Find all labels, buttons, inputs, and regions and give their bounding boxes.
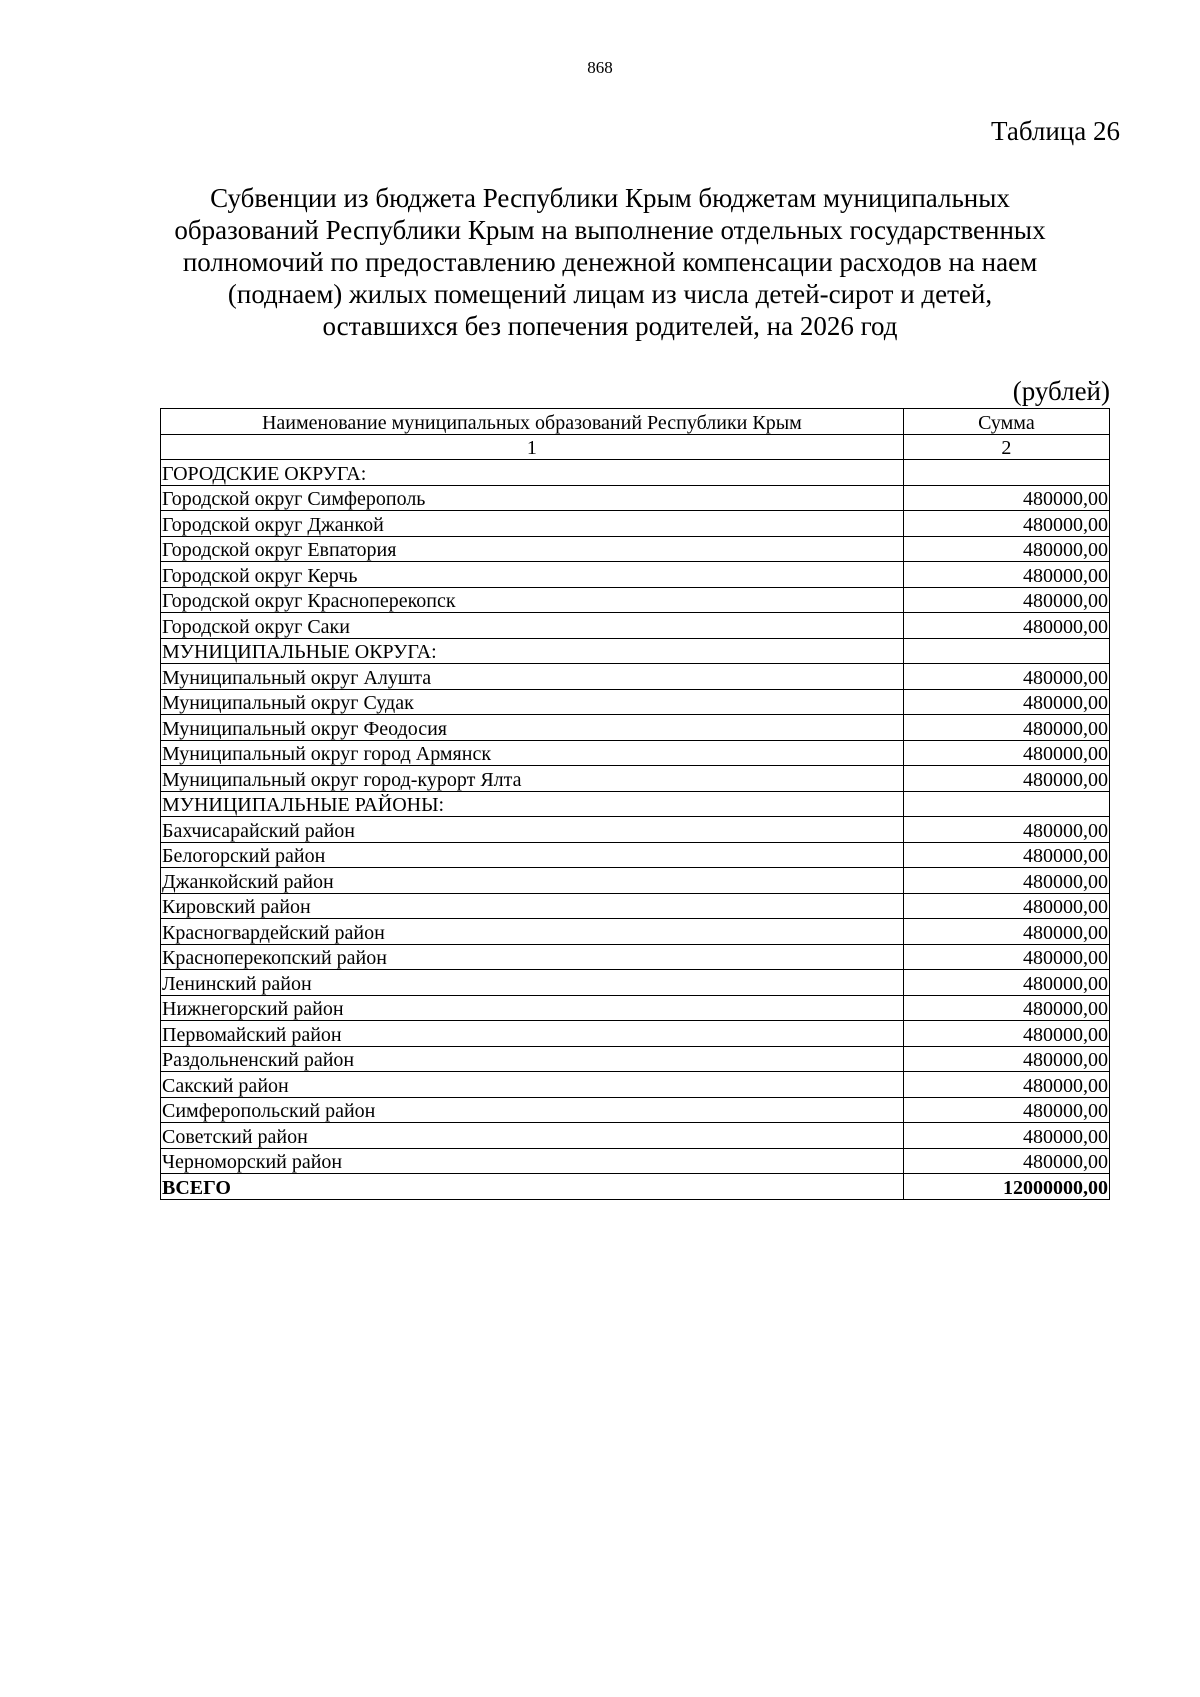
table-row: [161, 868, 1110, 894]
table-row: [161, 1148, 1110, 1174]
table-row: [161, 1072, 1110, 1098]
table-row: [161, 842, 1110, 868]
municipality-name-cell: Городской округ Джанкой: [161, 511, 904, 537]
title-line: Субвенции из бюджета Республики Крым бюджетам муниципальных: [210, 183, 1010, 213]
municipality-name-cell: Первомайский район: [161, 1021, 904, 1047]
title-line: образований Республики Крым на выполнение отдельных государственных: [174, 215, 1046, 245]
municipality-name-cell: Городской округ Керчь: [161, 562, 904, 588]
column-number-cell: 2: [903, 434, 1109, 460]
sum-cell: 480000,00: [903, 842, 1109, 868]
sum-cell: 480000,00: [903, 613, 1109, 639]
section-header-row: [161, 638, 1110, 664]
units-label: (рублей): [1012, 376, 1110, 406]
table-row: [161, 740, 1110, 766]
municipality-name-cell: ГОРОДСКИЕ ОКРУГА:: [161, 460, 904, 486]
municipality-name-cell: Кировский район: [161, 893, 904, 919]
table-row: [161, 817, 1110, 843]
municipality-name-cell: Советский район: [161, 1123, 904, 1149]
sum-cell: 480000,00: [903, 766, 1109, 792]
municipality-name-cell: Джанкойский район: [161, 868, 904, 894]
sum-cell: 480000,00: [903, 536, 1109, 562]
table-row: [161, 970, 1110, 996]
municipality-name-cell: МУНИЦИПАЛЬНЫЕ РАЙОНЫ:: [161, 791, 904, 817]
sum-cell: 480000,00: [903, 1097, 1109, 1123]
municipality-name-cell: Симферопольский район: [161, 1097, 904, 1123]
sum-cell: 480000,00: [903, 995, 1109, 1021]
sum-cell: 480000,00: [903, 1021, 1109, 1047]
municipality-name-cell: Городской округ Евпатория: [161, 536, 904, 562]
table-header-row: [161, 409, 1110, 435]
table-row: [161, 587, 1110, 613]
table-row: [161, 1021, 1110, 1047]
municipality-name-cell: Муниципальный округ Судак: [161, 689, 904, 715]
column-number-row: [161, 434, 1110, 460]
title-line: полномочий по предоставлению денежной компенсации расходов на наем: [182, 247, 1038, 277]
table-row: [161, 715, 1110, 741]
sum-cell: 480000,00: [903, 562, 1109, 588]
header-name-cell: Наименование муниципальных образований Республики Крым: [161, 409, 904, 435]
municipality-name-cell: Белогорский район: [161, 842, 904, 868]
municipality-name-cell: Городской округ Красноперекопск: [161, 587, 904, 613]
table-row: [161, 1046, 1110, 1072]
sum-cell: 480000,00: [903, 740, 1109, 766]
municipality-name-cell: Красноперекопский район: [161, 944, 904, 970]
sum-cell: 480000,00: [903, 689, 1109, 715]
sum-cell: 480000,00: [903, 893, 1109, 919]
document-title: [130, 182, 1090, 342]
table-label: Таблица 26: [991, 116, 1120, 146]
table-row: [161, 689, 1110, 715]
table-row: [161, 613, 1110, 639]
sum-cell: 480000,00: [903, 664, 1109, 690]
table-row: [161, 995, 1110, 1021]
section-header-row: [161, 791, 1110, 817]
municipality-name-cell: Бахчисарайский район: [161, 817, 904, 843]
table-row: [161, 664, 1110, 690]
table-row: [161, 562, 1110, 588]
municipality-name-cell: Городской округ Симферополь: [161, 485, 904, 511]
table-row: [161, 536, 1110, 562]
sum-cell: 480000,00: [903, 970, 1109, 996]
table-row: [161, 1123, 1110, 1149]
sum-cell: 480000,00: [903, 919, 1109, 945]
table-body: [161, 409, 1110, 1200]
sum-cell: 480000,00: [903, 715, 1109, 741]
subsidies-table: [160, 408, 1110, 1200]
total-label-cell: ВСЕГО: [161, 1174, 904, 1200]
municipality-name-cell: Сакский район: [161, 1072, 904, 1098]
municipality-name-cell: Ленинский район: [161, 970, 904, 996]
sum-cell: 480000,00: [903, 1046, 1109, 1072]
sum-cell: 480000,00: [903, 1072, 1109, 1098]
table-row: [161, 893, 1110, 919]
municipality-name-cell: Нижнегорский район: [161, 995, 904, 1021]
total-row: [161, 1174, 1110, 1200]
table-row: [161, 766, 1110, 792]
title-line: (поднаем) жилых помещений лицам из числа детей-сирот и детей,: [227, 279, 993, 309]
sum-cell: 480000,00: [903, 485, 1109, 511]
page-number: 868: [587, 58, 613, 77]
sum-cell: 480000,00: [903, 1148, 1109, 1174]
sum-cell: 480000,00: [903, 511, 1109, 537]
table-row: [161, 485, 1110, 511]
table-row: [161, 919, 1110, 945]
table-row: [161, 944, 1110, 970]
municipality-name-cell: Городской округ Саки: [161, 613, 904, 639]
title-line: оставшихся без попечения родителей, на 2026 год: [322, 311, 898, 341]
total-sum-cell: 12000000,00: [903, 1174, 1109, 1200]
header-sum-cell: Сумма: [903, 409, 1109, 435]
sum-cell: 480000,00: [903, 868, 1109, 894]
column-number-cell: 1: [161, 434, 904, 460]
sum-cell: 480000,00: [903, 817, 1109, 843]
sum-cell: [903, 460, 1109, 486]
table-row: [161, 1097, 1110, 1123]
sum-cell: 480000,00: [903, 1123, 1109, 1149]
municipality-name-cell: Черноморский район: [161, 1148, 904, 1174]
sum-cell: [903, 638, 1109, 664]
municipality-name-cell: Красногвардейский район: [161, 919, 904, 945]
table-row: [161, 511, 1110, 537]
municipality-name-cell: Муниципальный округ город Армянск: [161, 740, 904, 766]
municipality-name-cell: Раздольненский район: [161, 1046, 904, 1072]
sum-cell: 480000,00: [903, 587, 1109, 613]
municipality-name-cell: Муниципальный округ Феодосия: [161, 715, 904, 741]
sum-cell: [903, 791, 1109, 817]
municipality-name-cell: Муниципальный округ город-курорт Ялта: [161, 766, 904, 792]
section-header-row: [161, 460, 1110, 486]
municipality-name-cell: Муниципальный округ Алушта: [161, 664, 904, 690]
municipality-name-cell: МУНИЦИПАЛЬНЫЕ ОКРУГА:: [161, 638, 904, 664]
sum-cell: 480000,00: [903, 944, 1109, 970]
